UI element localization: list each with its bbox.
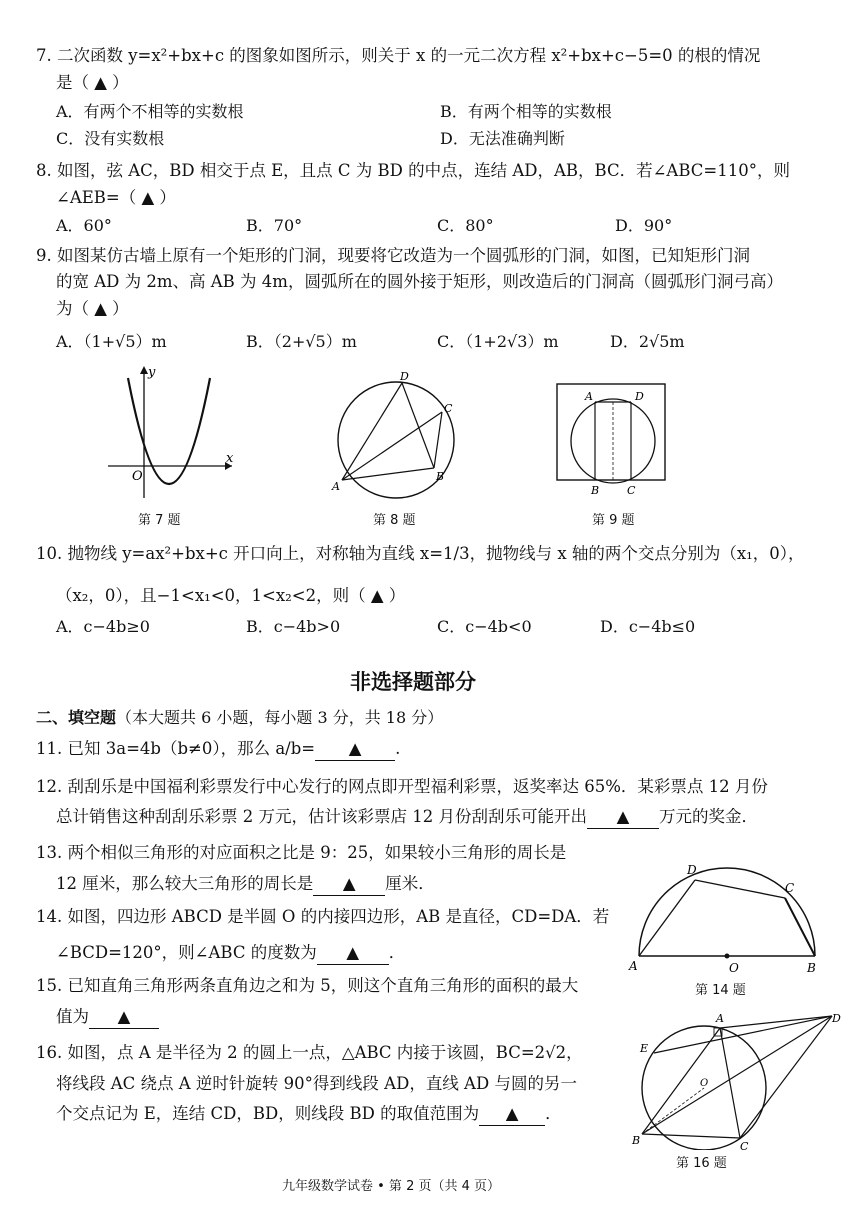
q12-stem-line1: 12. 刮刮乐是中国福利彩票发行中心发行的网点即开型福利彩票，返奖率达 65%．某彩票点 12 月份 bbox=[36, 777, 768, 796]
q15-stem-line2 bbox=[56, 1006, 159, 1029]
fig16-d-label: D bbox=[832, 1012, 841, 1025]
q8-option-a: A．60° bbox=[56, 216, 112, 235]
figure-7-caption: 第 7 题 bbox=[138, 513, 181, 528]
q15-blank: ▲ bbox=[89, 1006, 159, 1029]
q7-option-d: D．无法准确判断 bbox=[440, 129, 565, 148]
figure-9-caption: 第 9 题 bbox=[592, 513, 635, 528]
q16-stem-line1: 16. 如图，点 A 是半径为 2 的圆上一点，△ABC 内接于该圆，BC=2√2， bbox=[36, 1043, 583, 1062]
figure-14-caption: 第 14 题 bbox=[695, 983, 746, 998]
q7-stem-line2: 是（ ▲ ） bbox=[56, 73, 129, 92]
fig7-y-label: y bbox=[148, 365, 156, 380]
q11-blank: ▲ bbox=[315, 738, 395, 761]
q10-option-b: B．c−4b>0 bbox=[246, 617, 341, 636]
fig16-b-label: B bbox=[632, 1134, 641, 1147]
q12-stem-line2 bbox=[56, 806, 758, 829]
fig14-b-label: B bbox=[807, 961, 816, 975]
q14-stem-line1: 14. 如图，四边形 ABCD 是半圆 O 的内接四边形，AB 是直径，CD=DA．若 bbox=[36, 907, 610, 926]
q16-blank: ▲ bbox=[479, 1103, 545, 1126]
section-2-heading bbox=[36, 705, 443, 728]
fig16-o-label: O bbox=[700, 1078, 709, 1089]
q15-stem-line1: 15. 已知直角三角形两条直角边之和为 5，则这个直角三角形的面积的最大 bbox=[36, 976, 579, 995]
section-2-note: （本大题共 6 小题，每小题 3 分，共 18 分） bbox=[116, 708, 444, 727]
q13-blank: ▲ bbox=[313, 873, 385, 896]
part-title: 非选择题部分 bbox=[350, 670, 476, 694]
fig16-e-label: E bbox=[640, 1042, 649, 1055]
fig16-a-label: A bbox=[716, 1012, 724, 1025]
q13-stem-line2 bbox=[56, 873, 435, 896]
q10-option-d: D．c−4b≤0 bbox=[600, 617, 696, 636]
q8-stem-line2: ∠AEB=（ ▲ ） bbox=[56, 188, 176, 207]
figure-16-caption: 第 16 题 bbox=[676, 1156, 727, 1171]
q14-stem-line2 bbox=[56, 942, 405, 965]
q12-tail: 万元的奖金． bbox=[658, 807, 758, 826]
section-2-head: 二、填空题 bbox=[36, 708, 117, 727]
q10-option-c: C．c−4b<0 bbox=[437, 617, 532, 636]
q9-option-a: A．（1+√5）m bbox=[56, 332, 167, 351]
q16-text: 个交点记为 E，连结 CD，BD，则线段 BD 的取值范围为 bbox=[56, 1104, 480, 1123]
fig14-c-label: C bbox=[785, 881, 795, 895]
q13-tail: 厘米． bbox=[385, 874, 435, 893]
q9-stem-line2: 的宽 AD 为 2m、高 AB 为 4m，圆弧所在的圆外接于矩形，则改造后的门洞高（圆弧形门洞弓高） bbox=[56, 272, 783, 291]
q16-stem-line3 bbox=[56, 1103, 562, 1126]
fig8-b-label: B bbox=[436, 470, 445, 483]
fig14-a-label: A bbox=[629, 959, 638, 973]
q13-stem-line1: 13. 两个相似三角形的对应面积之比是 9：25，如果较小三角形的周长是 bbox=[36, 843, 567, 862]
q16-stem-line2: 将线段 AC 绕点 A 逆时针旋转 90°得到线段 AD，直线 AD 与圆的另一 bbox=[56, 1074, 577, 1093]
figure-7-parabola bbox=[100, 362, 240, 502]
q11-text: 11. 已知 3a=4b（b≠0），那么 a/b= bbox=[36, 739, 316, 758]
q12-blank: ▲ bbox=[587, 806, 659, 829]
figure-14-semicircle bbox=[625, 858, 825, 976]
q8-option-c: C．80° bbox=[437, 216, 494, 235]
q10-stem-line2: （x₂，0），且−1<x₁<0，1<x₂<2，则（ ▲ ） bbox=[56, 586, 406, 605]
fig9-a-label: A bbox=[585, 390, 593, 403]
fig14-o-label: O bbox=[729, 961, 739, 975]
q14-tail: ． bbox=[388, 943, 406, 962]
q9-option-c: C．（1+2√3）m bbox=[437, 332, 559, 351]
q14-blank: ▲ bbox=[317, 942, 389, 965]
q8-stem-line1: 8. 如图，弦 AC，BD 相交于点 E，且点 C 为 BD 的中点，连结 AD，AB，BC．若∠ABC=110°，则 bbox=[36, 161, 790, 180]
page-footer: 九年级数学试卷 • 第 2 页（共 4 页） bbox=[282, 1179, 501, 1194]
fig9-d-label: D bbox=[635, 390, 644, 403]
figure-8-caption: 第 8 题 bbox=[373, 513, 416, 528]
q10-option-a: A．c−4b≥0 bbox=[56, 617, 150, 636]
q15-text: 值为 bbox=[56, 1007, 89, 1026]
fig9-b-label: B bbox=[591, 484, 600, 497]
q9-option-d: D．2√5m bbox=[610, 332, 685, 351]
fig8-d-label: D bbox=[400, 370, 409, 383]
fig9-c-label: C bbox=[627, 484, 636, 497]
fig7-x-label: x bbox=[226, 451, 234, 466]
figure-8-circle bbox=[330, 368, 460, 504]
q7-option-a: A．有两个不相等的实数根 bbox=[56, 102, 244, 121]
fig8-a-label: A bbox=[332, 480, 340, 493]
fig8-c-label: C bbox=[444, 402, 453, 415]
fig14-d-label: D bbox=[687, 863, 697, 877]
figure-9-door bbox=[555, 382, 670, 498]
q11-stem bbox=[36, 738, 400, 761]
q14-text: ∠BCD=120°，则∠ABC 的度数为 bbox=[56, 943, 317, 962]
q7-option-c: C．没有实数根 bbox=[56, 129, 165, 148]
fig7-origin-label: O bbox=[132, 469, 143, 484]
fig16-c-label: C bbox=[740, 1140, 749, 1150]
q9-stem-line1: 9. 如图某仿古墙上原有一个矩形的门洞，现要将它改造为一个圆弧形的门洞，如图，已知矩形门洞 bbox=[36, 246, 750, 265]
q11-tail: . bbox=[395, 739, 401, 758]
figure-16-rotation bbox=[628, 1008, 846, 1150]
q10-stem-line1: 10. 抛物线 y=ax²+bx+c 开口向上，对称轴为直线 x=1/3，抛物线与 x 轴的两个交点分别为（x₁，0）， bbox=[36, 544, 805, 563]
q9-option-b: B．（2+√5）m bbox=[246, 332, 357, 351]
q16-tail: ． bbox=[545, 1104, 562, 1123]
q8-option-b: B．70° bbox=[246, 216, 303, 235]
q7-option-b: B．有两个相等的实数根 bbox=[440, 102, 612, 121]
q7-stem-line1: 7. 二次函数 y=x²+bx+c 的图象如图所示，则关于 x 的一元二次方程 x²+bx+c−5=0 的根的情况 bbox=[36, 46, 761, 65]
q9-stem-line3: 为（ ▲ ） bbox=[56, 299, 129, 318]
q8-option-d: D．90° bbox=[615, 216, 673, 235]
q12-text: 总计销售这种刮刮乐彩票 2 万元，估计该彩票店 12 月份刮刮乐可能开出 bbox=[56, 807, 587, 826]
q13-text: 12 厘米，那么较大三角形的周长是 bbox=[56, 874, 314, 893]
